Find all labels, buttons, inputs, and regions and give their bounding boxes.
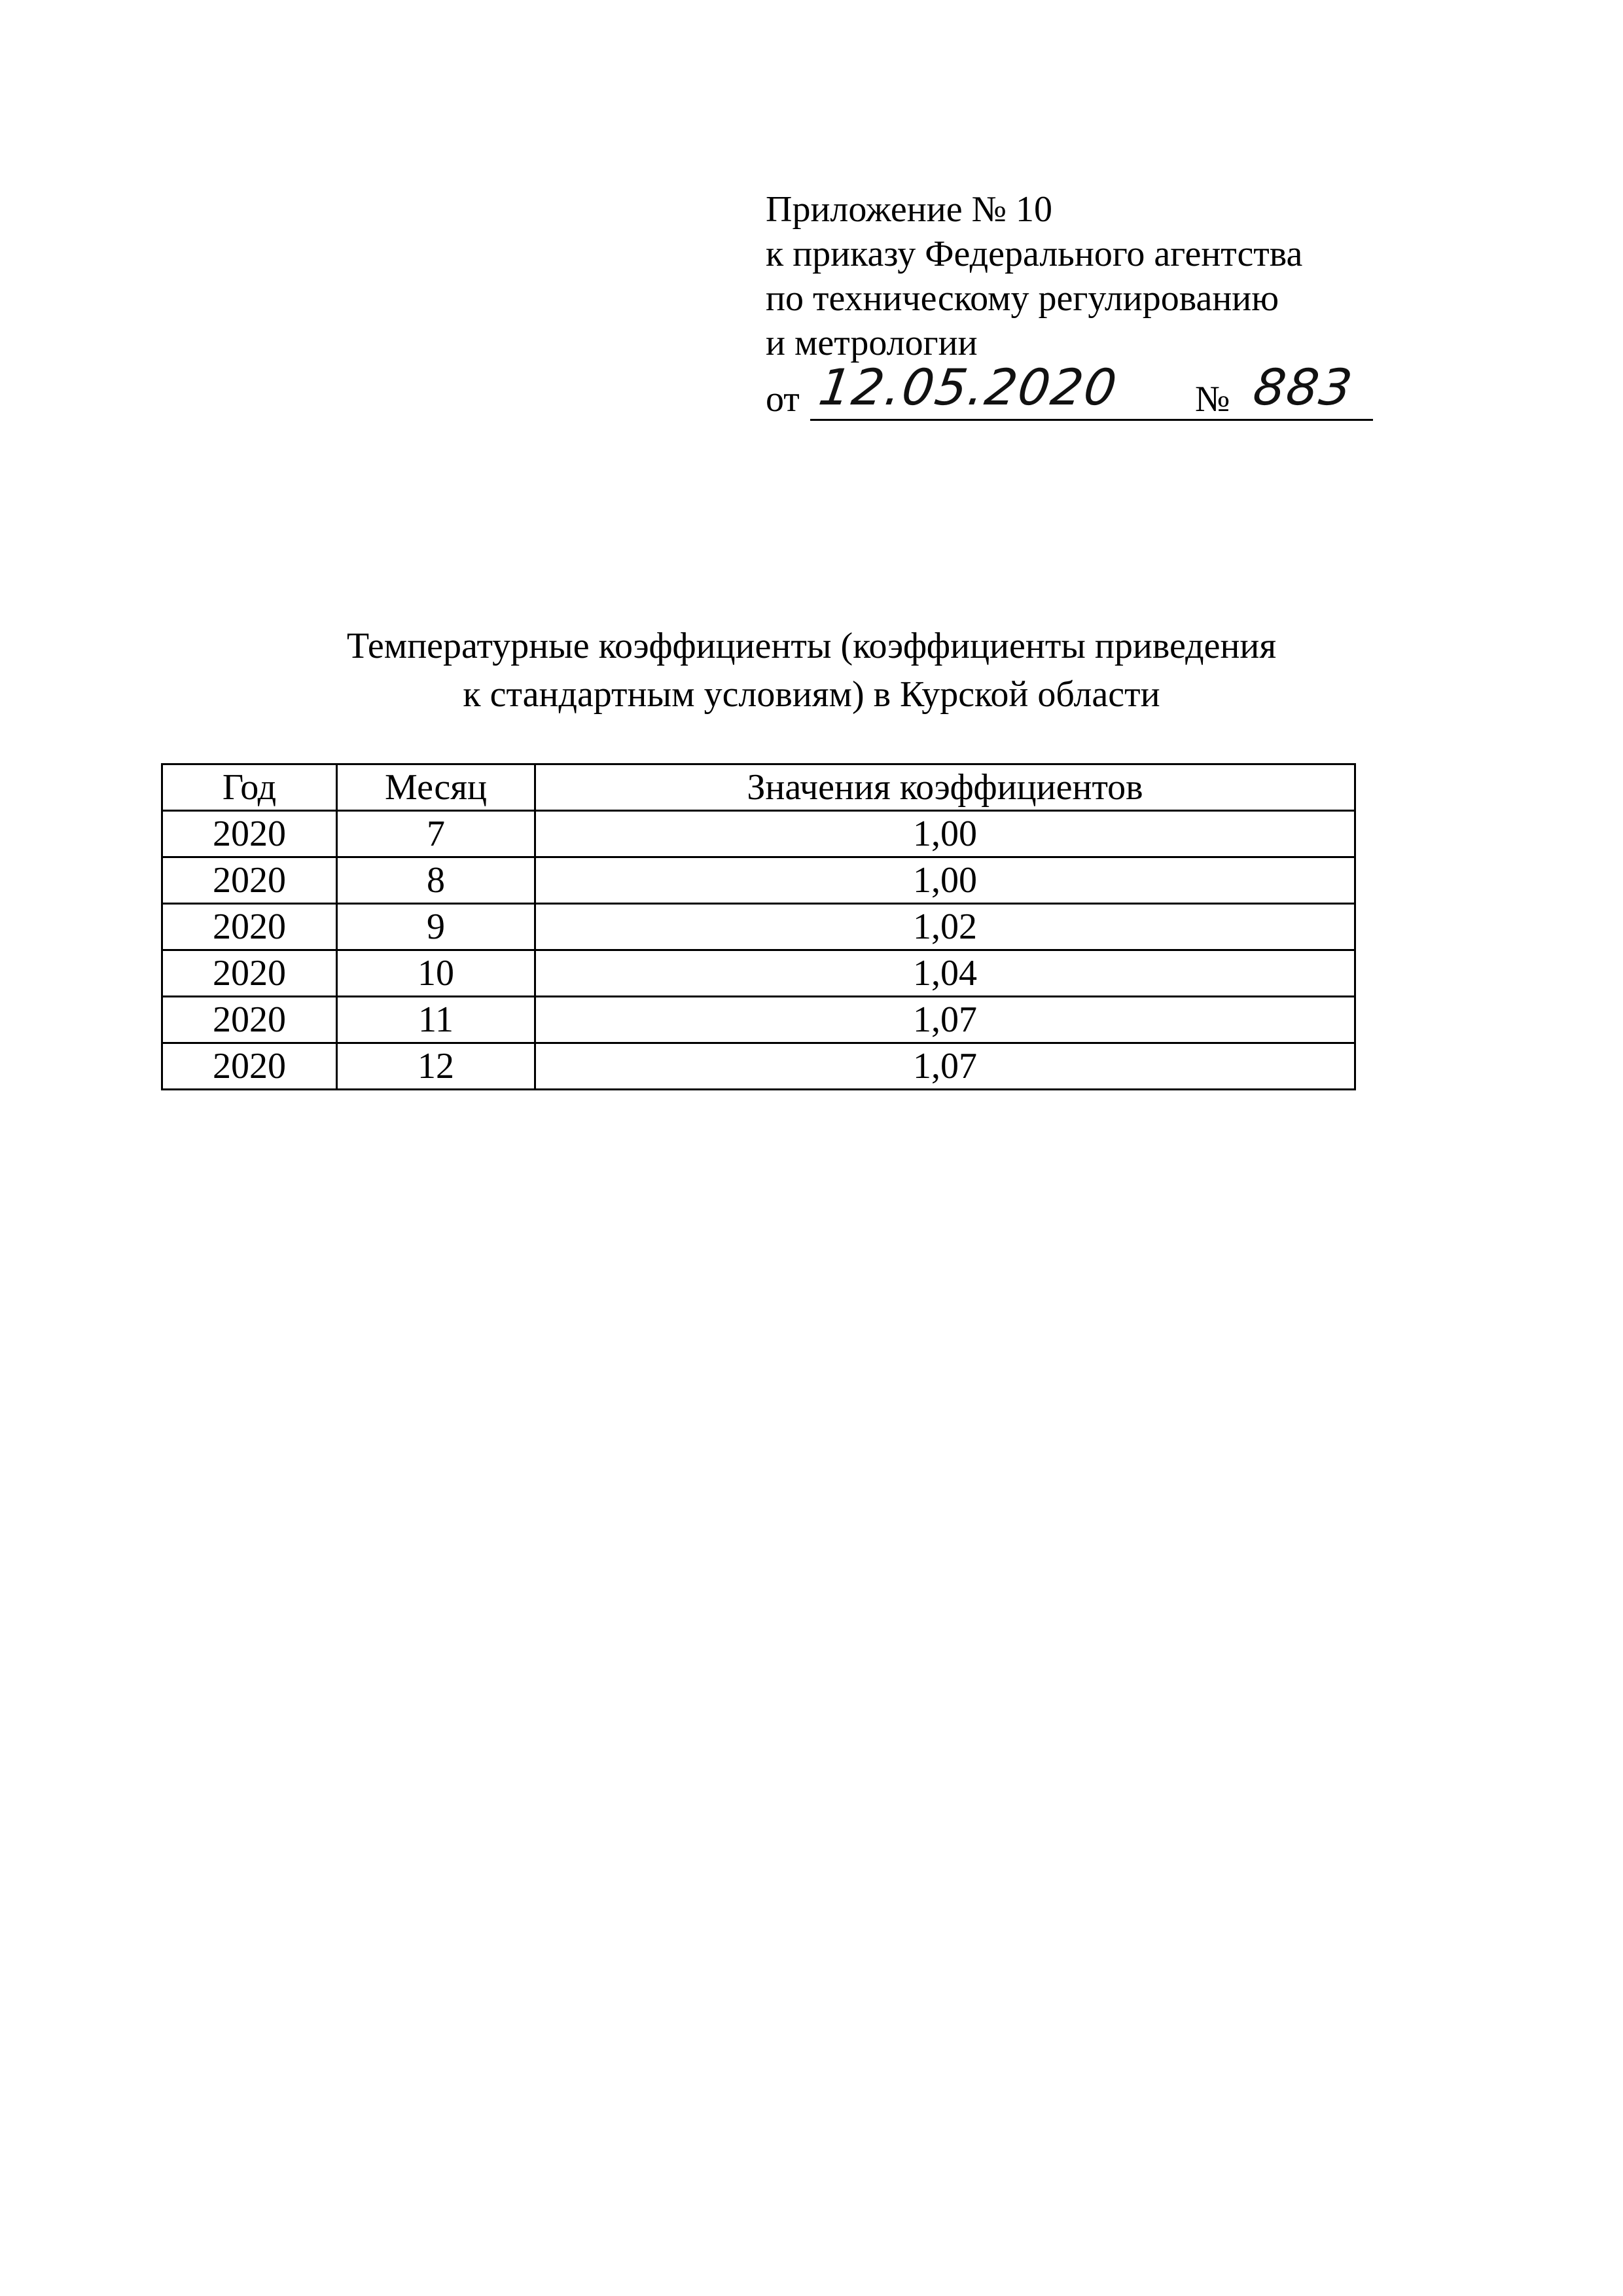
order-reference-line: к приказу Федерального агентства [766,234,1303,274]
table-row [162,811,1355,857]
table-header-row [162,764,1355,811]
header-month: Месяц [337,764,535,811]
cell-year: 2020 [162,904,337,950]
cell-month: 12 [337,1043,535,1090]
table-row [162,857,1355,904]
cell-year: 2020 [162,811,337,857]
cell-month: 8 [337,857,535,904]
cell-year: 2020 [162,1043,337,1090]
date-label: от [766,379,800,420]
cell-year: 2020 [162,857,337,904]
cell-year: 2020 [162,950,337,997]
cell-month: 10 [337,950,535,997]
cell-coefficient: 1,04 [535,950,1355,997]
cell-month: 11 [337,997,535,1043]
title-line-2: к стандартным условиям) в Курской области [463,674,1160,715]
cell-coefficient: 1,00 [535,857,1355,904]
cell-coefficient: 1,07 [535,1043,1355,1090]
cell-month: 9 [337,904,535,950]
appendix-number: Приложение № 10 [766,189,1052,230]
appendix-header [766,187,1420,422]
cell-year: 2020 [162,997,337,1043]
agency-name-line: по техническому регулированию [766,278,1279,319]
cell-coefficient: 1,02 [535,904,1355,950]
table-row [162,1043,1355,1090]
order-date-handwritten: 12.05.2020 [815,358,1122,416]
header-year: Год [162,764,337,811]
cell-coefficient: 1,00 [535,811,1355,857]
table-row [162,997,1355,1043]
cell-month: 7 [337,811,535,857]
table-row [162,950,1355,997]
coefficients-table [161,763,1356,1090]
title-line-1: Температурные коэффициенты (коэффициенты приведения [346,626,1277,666]
header-coefficient-values: Значения коэффициентов [535,764,1355,811]
order-date-number-line [766,358,1420,422]
document-title [0,622,1623,719]
order-number-handwritten: 883 [1249,358,1357,416]
number-label: № [1195,379,1230,420]
number-underline [1238,419,1373,421]
agency-name-line-end: и метрологии [766,323,978,363]
table-row [162,904,1355,950]
cell-coefficient: 1,07 [535,997,1355,1043]
